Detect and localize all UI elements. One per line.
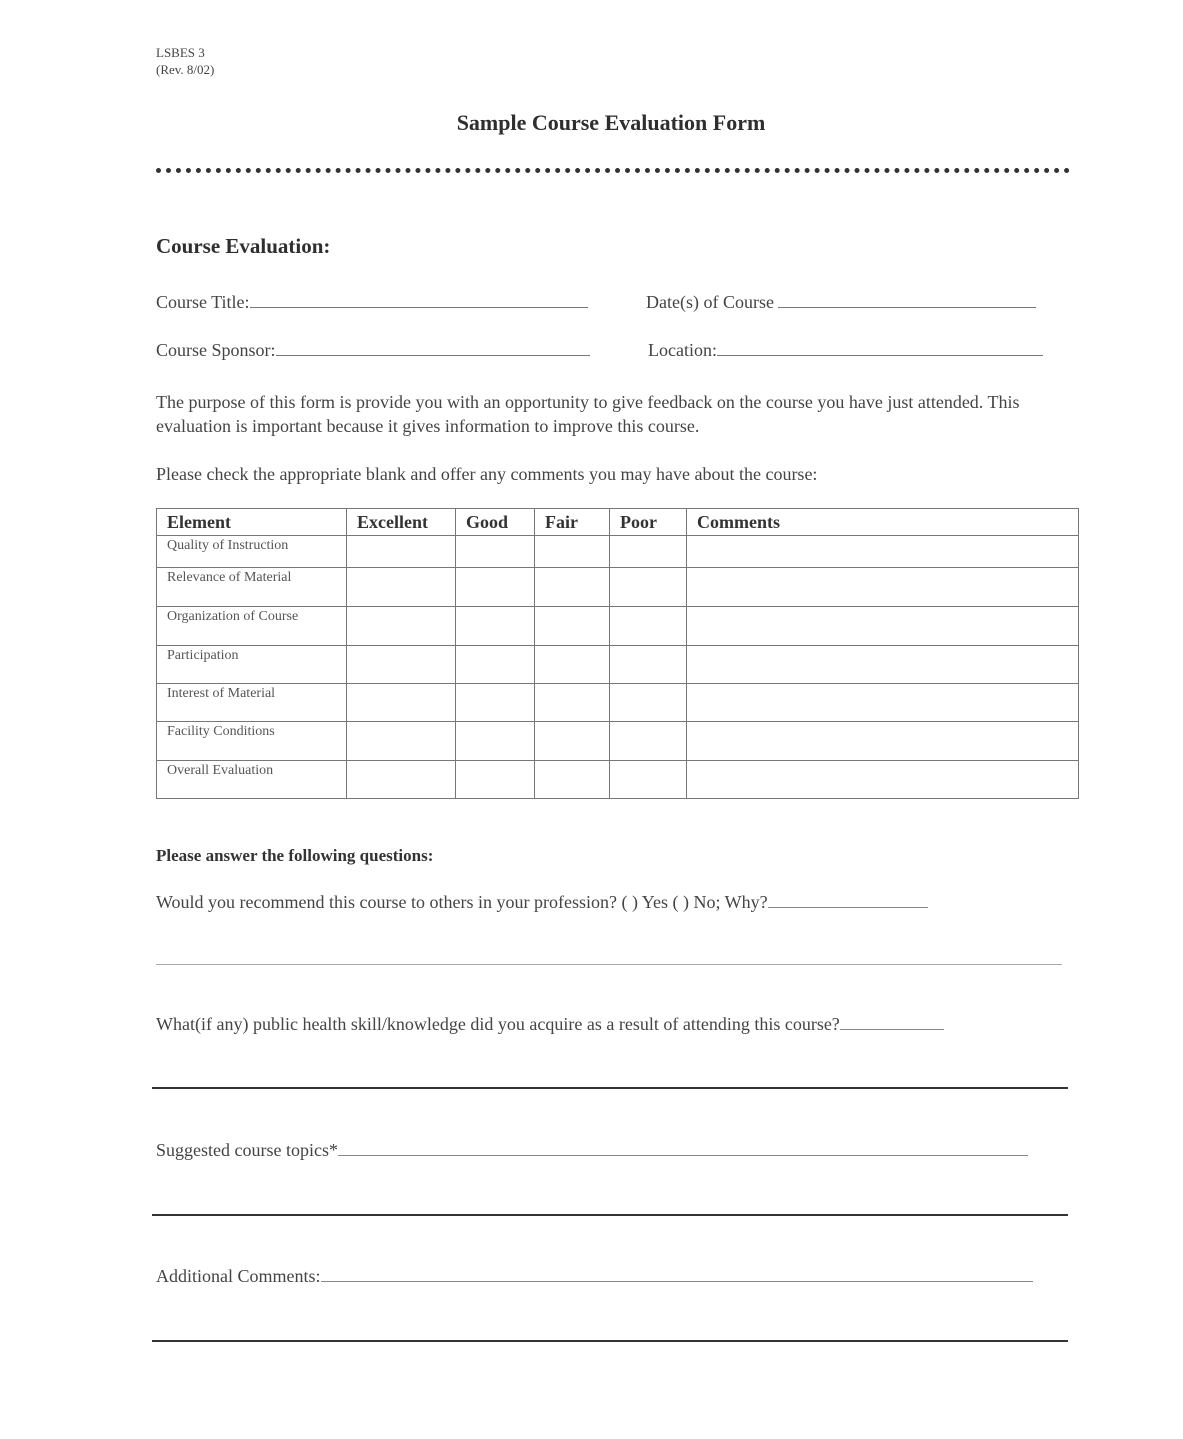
table-row: [157, 646, 1079, 684]
course-title-label: Course Title:: [156, 292, 250, 312]
topics-answer-line[interactable]: [152, 1214, 1068, 1216]
fair-cell[interactable]: [535, 646, 610, 684]
comments-cell[interactable]: [687, 761, 1079, 799]
location-label: Location:: [648, 340, 717, 360]
recommend-why-blank[interactable]: [768, 894, 928, 908]
poor-cell[interactable]: [610, 568, 687, 607]
fair-cell[interactable]: [535, 722, 610, 761]
excellent-cell[interactable]: [347, 684, 456, 722]
table-row: [157, 684, 1079, 722]
comments-field: [156, 1266, 1033, 1287]
excellent-cell[interactable]: [347, 536, 456, 568]
row-element-label: Facility Conditions: [157, 722, 347, 761]
table-row: [157, 568, 1079, 607]
comments-cell[interactable]: [687, 607, 1079, 646]
recommend-question: [156, 892, 928, 913]
comments-cell[interactable]: [687, 568, 1079, 607]
fair-cell[interactable]: [535, 536, 610, 568]
excellent-cell[interactable]: [347, 722, 456, 761]
excellent-cell[interactable]: [347, 568, 456, 607]
questions-heading: Please answer the following questions:: [156, 846, 434, 865]
good-cell[interactable]: [456, 646, 535, 684]
poor-cell[interactable]: [610, 722, 687, 761]
location-blank[interactable]: [717, 342, 1043, 356]
poor-cell[interactable]: [610, 684, 687, 722]
skill-question-text: What(if any) public health skill/knowledge did you acquire as a result of attending this course?: [156, 1014, 840, 1034]
topics-field: [156, 1140, 1028, 1161]
header-excellent: Excellent: [347, 509, 456, 536]
good-cell[interactable]: [456, 761, 535, 799]
header-fair: Fair: [535, 509, 610, 536]
comments-cell[interactable]: [687, 684, 1079, 722]
purpose-paragraph: The purpose of this form is provide you with an opportunity to give feedback on the course you have just attended. This evaluation is important because it gives information to improve this course.: [156, 392, 1020, 436]
fair-cell[interactable]: [535, 684, 610, 722]
comments-label: Additional Comments:: [156, 1266, 321, 1286]
table-row: [157, 722, 1079, 761]
comments-cell[interactable]: [687, 536, 1079, 568]
row-element-label: Participation: [157, 646, 347, 684]
course-sponsor-label: Course Sponsor:: [156, 340, 276, 360]
fair-cell[interactable]: [535, 568, 610, 607]
fair-cell[interactable]: [535, 761, 610, 799]
instruction-paragraph: Please check the appropriate blank and offer any comments you may have about the course:: [156, 464, 818, 484]
good-cell[interactable]: [456, 536, 535, 568]
row-element-label: Interest of Material: [157, 684, 347, 722]
row-element-label: Organization of Course: [157, 607, 347, 646]
section-heading: Course Evaluation:: [156, 234, 331, 258]
skill-answer-line[interactable]: [152, 1087, 1068, 1089]
header-poor: Poor: [610, 509, 687, 536]
comments-cell[interactable]: [687, 646, 1079, 684]
table-row: [157, 607, 1079, 646]
course-sponsor-field[interactable]: [156, 340, 590, 361]
excellent-cell[interactable]: [347, 761, 456, 799]
table-row: [157, 761, 1079, 799]
skill-inline-blank[interactable]: [840, 1016, 944, 1030]
form-revision: (Rev. 8/02): [156, 62, 215, 77]
row-element-label: Relevance of Material: [157, 568, 347, 607]
row-element-label: Overall Evaluation: [157, 761, 347, 799]
poor-cell[interactable]: [610, 607, 687, 646]
comments-answer-line[interactable]: [152, 1340, 1068, 1342]
good-cell[interactable]: [456, 722, 535, 761]
course-title-blank[interactable]: [250, 294, 588, 308]
comments-inline-blank[interactable]: [321, 1268, 1033, 1282]
location-field[interactable]: [648, 340, 1043, 361]
poor-cell[interactable]: [610, 646, 687, 684]
excellent-cell[interactable]: [347, 607, 456, 646]
table-header-row: [157, 509, 1079, 536]
skill-question: [156, 1014, 944, 1035]
course-sponsor-blank[interactable]: [276, 342, 590, 356]
header-element: Element: [157, 509, 347, 536]
document-title: Sample Course Evaluation Form: [456, 110, 766, 135]
good-cell[interactable]: [456, 607, 535, 646]
dates-of-course-label: Date(s) of Course: [646, 292, 774, 312]
topics-inline-blank[interactable]: [338, 1142, 1028, 1156]
row-element-label: Quality of Instruction: [157, 536, 347, 568]
recommend-answer-line[interactable]: [156, 964, 1062, 965]
good-cell[interactable]: [456, 568, 535, 607]
form-code: [156, 44, 214, 78]
poor-cell[interactable]: [610, 536, 687, 568]
dotted-divider: [156, 168, 1070, 173]
good-cell[interactable]: [456, 684, 535, 722]
fair-cell[interactable]: [535, 607, 610, 646]
form-number: LSBES 3: [156, 45, 205, 60]
dates-of-course-field[interactable]: [646, 292, 1036, 313]
dates-of-course-blank[interactable]: [778, 294, 1036, 308]
topics-label: Suggested course topics*: [156, 1140, 338, 1160]
excellent-cell[interactable]: [347, 646, 456, 684]
poor-cell[interactable]: [610, 761, 687, 799]
header-good: Good: [456, 509, 535, 536]
course-title-field[interactable]: [156, 292, 588, 313]
table-row: [157, 536, 1079, 568]
evaluation-table: [156, 508, 1079, 799]
comments-cell[interactable]: [687, 722, 1079, 761]
recommend-question-text: Would you recommend this course to others in your profession? ( ) Yes ( ) No; Why?: [156, 892, 768, 912]
header-comments: Comments: [687, 509, 1079, 536]
